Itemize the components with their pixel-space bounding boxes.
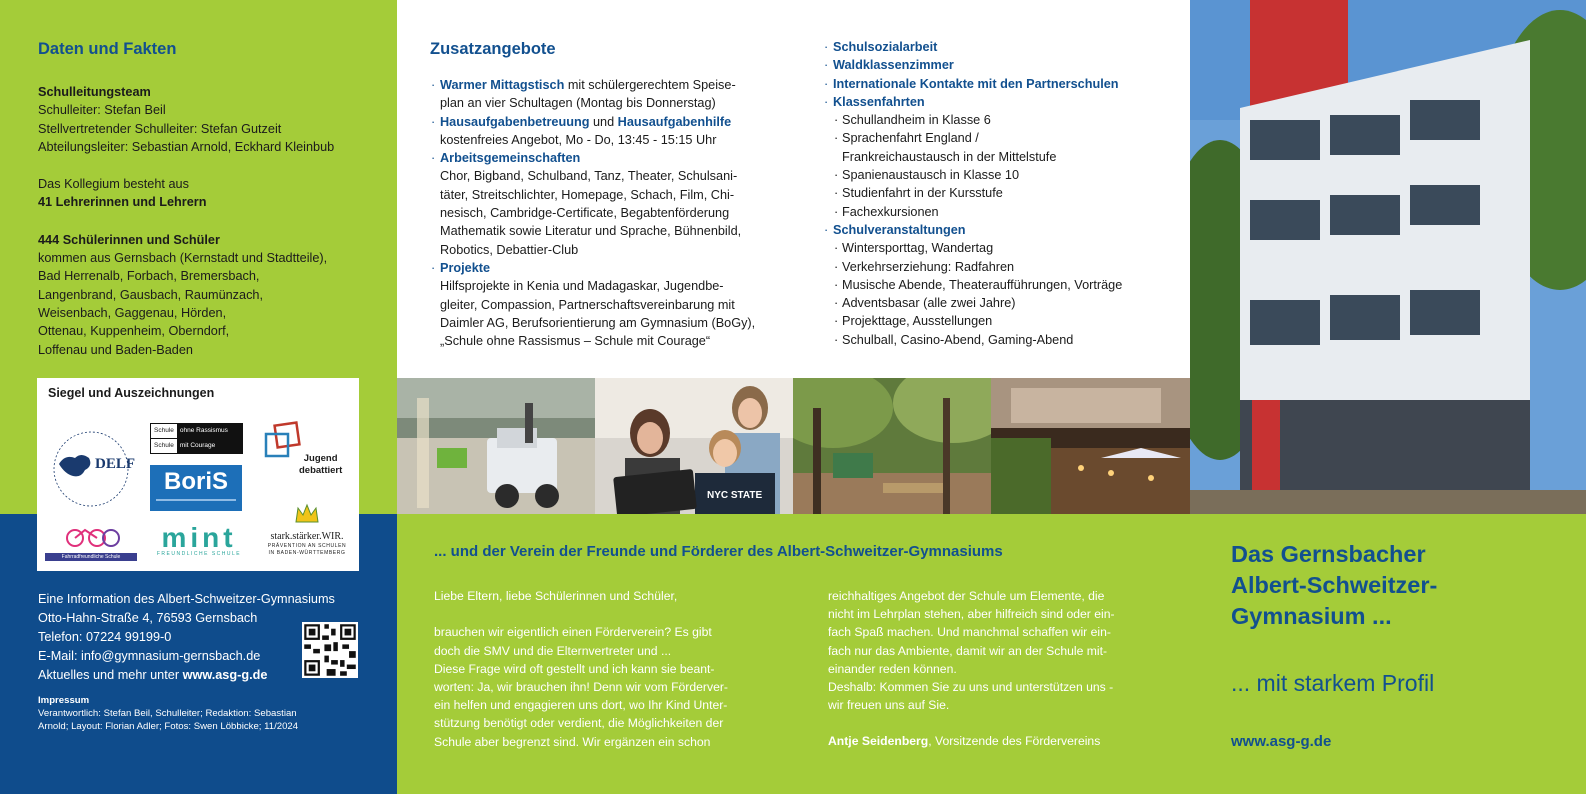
bullet: · [431, 260, 436, 275]
boris-logo [150, 465, 242, 511]
awards-box [37, 378, 359, 571]
school-festival-photo [991, 378, 1190, 514]
sub-text: Verkehrserziehung: Radfahren [842, 259, 1015, 274]
cover-title [1231, 539, 1437, 632]
stark-text: PRÄVENTION AN SCHULEN [267, 543, 347, 549]
offer-heading: Schulsozialarbeit [833, 40, 938, 54]
contact-web-link[interactable]: www.asg-g.de [182, 668, 268, 682]
verein-title: ... und der Verein der Freunde und Förderer des Albert-Schweitzer-Gymnasiums [434, 543, 1003, 560]
mint-text: mint [161, 522, 237, 553]
offer-text: plan an vier Schultagen (Montag bis Donnerstag) [440, 96, 716, 111]
bullet: · [834, 131, 839, 146]
delf-dalf-logo [45, 428, 137, 510]
school-building-photo [1190, 0, 1586, 514]
offer-heading: Klassenfahrten [833, 94, 925, 109]
bullet: · [824, 76, 829, 91]
verein-text: Diese Frage wird oft gestellt und ich kann sie beant- [434, 661, 715, 676]
mint-sub: FREUNDLICHE SCHULE [156, 551, 242, 557]
cover-title-line: Das Gernsbacher [1231, 541, 1426, 567]
boris-text: BoriS [163, 468, 228, 495]
sub-item [833, 129, 1174, 166]
contact-web-prefix: Aktuelles und mehr unter [38, 668, 183, 682]
bike-icon [45, 526, 137, 548]
sub-item [833, 239, 1174, 257]
bullet: · [431, 78, 436, 92]
offer-item [824, 56, 1174, 74]
contact-section [38, 590, 335, 685]
sub-item [833, 276, 1174, 294]
bike-logo [45, 526, 137, 558]
offer-item [824, 38, 1174, 56]
stark-text: IN BADEN-WÜRTTEMBERG [268, 550, 346, 556]
signer-name: Antje Seidenberg [828, 734, 929, 749]
verein-column-1 [434, 587, 756, 751]
impressum-title: Impressum [38, 695, 90, 706]
verein-text: fach Spaß machen. Und manchmal schaffen wir ein- [828, 625, 1111, 640]
bullet: · [824, 222, 829, 237]
verein-text: ein helfen und engagieren uns dort, wo Ihr Kind Unter- [434, 698, 728, 713]
cover-title-line: Albert-Schweitzer- [1231, 572, 1438, 598]
leadership-line: Stellvertretender Schulleiter: Stefan Gutzeit [38, 121, 282, 136]
offer-heading: Warmer Mittagstisch [440, 78, 565, 92]
leadership-heading: Schulleitungsteam [38, 85, 151, 99]
offer-text: „Schule ohne Rassismus – Schule mit Courage“ [440, 334, 711, 349]
verein-text: Deshalb: Kommen Sie zu uns und unterstützen uns - [828, 680, 1114, 695]
sub-text: Studienfahrt in der Kursstufe [842, 186, 1003, 201]
cover-subtitle: ... mit starkem Profil [1231, 670, 1435, 696]
stark-logo [255, 502, 359, 557]
offer-text: gleiter, Compassion, Partnerschaftsvereinbarung mit [440, 297, 735, 312]
offer-text: mit schülergerechtem Speise- [564, 78, 736, 92]
sub-item [833, 166, 1174, 184]
offers-column-2 [824, 38, 1174, 349]
robotics-photo [397, 378, 595, 514]
leadership-line: Abteilungsleiter: Sebastian Arnold, Eckhard Kleinbub [38, 139, 335, 154]
sub-text: Spanienaustausch in Klasse 10 [842, 168, 1020, 183]
contact-line: Eine Information des Albert-Schweitzer-Gymnasiums [38, 592, 335, 606]
sub-text: Schullandheim in Klasse 6 [842, 113, 991, 128]
sub-text: Adventsbasar (alle zwei Jahre) [842, 296, 1016, 311]
verein-text: stützung benötigt oder verdient, die Möglichkeiten der [434, 716, 724, 731]
offer-item [824, 75, 1174, 93]
sub-item [833, 184, 1174, 202]
sub-text: Musische Abende, Theateraufführungen, Vorträge [842, 277, 1123, 292]
bullet: · [824, 94, 829, 109]
qr-code [302, 622, 358, 678]
qr-code-icon [302, 622, 358, 678]
jugend-line: debattiert [299, 465, 343, 476]
offer-text: Chor, Bigband, Schulband, Tanz, Theater, Schulsani- [440, 169, 738, 184]
students-line: Bad Herrenalb, Forbach, Bremersbach, [38, 269, 260, 284]
bullet: · [834, 259, 839, 274]
bullet: · [834, 277, 839, 292]
cover-title-line: Gymnasium ... [1231, 603, 1392, 629]
verein-text: fach nur das Ambiente, damit wir an der Schule mit- [828, 643, 1108, 658]
contact-email[interactable]: E-Mail: info@gymnasium-gernsbach.de [38, 649, 261, 663]
bullet: · [824, 58, 829, 73]
offer-heading: Hausaufgabenbetreuung [440, 114, 590, 129]
sub-text: Schulball, Casino-Abend, Gaming-Abend [842, 332, 1074, 347]
sor-text: Schule [151, 439, 177, 453]
awards-title: Siegel und Auszeichnungen [48, 386, 215, 400]
offer-item [431, 113, 771, 150]
bullet: · [834, 168, 839, 183]
students-line: Ottenau, Kuppenheim, Oberndorf, [38, 324, 230, 339]
verein-text [434, 605, 756, 623]
bullet: · [834, 241, 839, 256]
sub-item [833, 294, 1174, 312]
sub-text: Frankreichaustausch in der Mittelstufe [842, 149, 1057, 164]
offer-heading: Arbeitsgemeinschaften [440, 151, 581, 166]
staff-block [38, 175, 388, 212]
offer-text: Robotics, Debattier-Club [440, 242, 579, 257]
delf-text: DELF [95, 456, 136, 472]
sub-item [833, 331, 1174, 349]
offer-item [431, 259, 771, 350]
bullet: · [834, 332, 839, 347]
offer-heading: Schulveranstaltungen [833, 222, 966, 237]
offers-column-1 [431, 76, 771, 350]
sub-text: Fachexkursionen [842, 204, 939, 219]
bullet: · [834, 204, 839, 219]
sub-item [833, 312, 1174, 330]
leadership-block [38, 83, 388, 156]
verein-column-2 [828, 587, 1150, 751]
contact-line: Otto-Hahn-Straße 4, 76593 Gernsbach [38, 611, 258, 625]
impressum-section [38, 694, 358, 733]
offer-heading: Waldklassenzimmer [833, 58, 954, 73]
verein-text: nicht im Lehrplan stehen, aber hilfreich sind oder ein- [828, 607, 1115, 622]
offer-heading: Projekte [440, 260, 491, 275]
impressum-text: Arnold; Layout: Florian Adler; Fotos: Swen Löbbicke; 11/2024 [38, 721, 299, 732]
verein-text: reichhaltiges Angebot der Schule um Elemente, die [828, 589, 1105, 603]
verein-text: Liebe Eltern, liebe Schülerinnen und Schüler, [434, 589, 678, 603]
offer-item [431, 149, 771, 259]
students-line: kommen aus Gernsbach (Kernstadt und Stadtteile), [38, 251, 328, 266]
students-block [38, 231, 388, 359]
sor-text: ohne Rassismus [177, 424, 242, 438]
verein-text: worten: Ja, wir brauchen ihn! Denn wir vom Förderver- [434, 680, 728, 695]
offer-text: Mathematik sowie Literatur und Sprache, Bühnenbild, [440, 224, 742, 239]
verein-signature [828, 732, 1150, 750]
offer-text: täter, Streitschlichter, Homepage, Schach, Film, Chi- [440, 187, 735, 202]
students-line: Langenbrand, Gausbach, Raumünzach, [38, 287, 264, 302]
offer-text: und [589, 114, 618, 129]
offer-item [431, 76, 771, 113]
students-line: Loffenau und Baden-Baden [38, 342, 193, 357]
offer-heading: Hausaufgabenhilfe [617, 114, 732, 129]
sor-text: Schule [151, 424, 177, 438]
verein-text: wir freuen uns auf Sie. [828, 698, 950, 713]
sub-text: Wintersporttag, Wandertag [842, 241, 994, 256]
stark-crown-icon [292, 502, 322, 526]
mint-logo [149, 522, 249, 557]
cover-url[interactable]: www.asg-g.de [1231, 733, 1332, 750]
sor-text: mit Courage [177, 439, 242, 453]
verein-text: Schule aber begrenzt sind. Wir ergänzen ein schon [434, 734, 711, 749]
bullet: · [834, 296, 839, 311]
students-tablet-photo [595, 378, 793, 514]
contact-web [38, 666, 335, 685]
contact-line: Telefon: 07224 99199-0 [38, 630, 172, 644]
bullet: · [834, 314, 839, 329]
sub-item [833, 111, 1174, 129]
bullet: · [834, 186, 839, 201]
leadership-line: Schulleiter: Stefan Beil [38, 103, 166, 118]
jugend-text [299, 453, 342, 477]
offer-text: kostenfreies Angebot, Mo - Do, 13:45 - 15:15 Uhr [440, 132, 717, 147]
offer-text: nesisch, Cambridge-Certificate, Begabtenförderung [440, 206, 730, 221]
impressum-text: Verantwortlich: Stefan Beil, Schulleiter; Redaktion: Sebastian [38, 708, 297, 719]
sub-text: Sprachenfahrt England / [842, 131, 979, 146]
facts-title: Daten und Fakten [38, 40, 177, 58]
verein-text: doch die SMV und die Elternvertreter und ... [434, 643, 672, 658]
bullet: · [834, 113, 839, 128]
forest-classroom-photo [793, 378, 991, 514]
staff-intro: Das Kollegium besteht aus [38, 177, 189, 192]
shirt-text: NYC STATE [707, 490, 763, 501]
offer-text: Daimler AG, Berufsorientierung am Gymnasium (BoGy), [440, 315, 756, 330]
jugend-line: Jugend [303, 453, 338, 464]
verein-text: brauchen wir eigentlich einen Förderverein? Es gibt [434, 625, 712, 640]
facts-section [38, 40, 388, 359]
sub-text: Projekttage, Ausstellungen [842, 314, 993, 329]
offer-text: Hilfsprojekte in Kenia und Madagaskar, Jugendbe- [440, 279, 724, 294]
verein-text: einander reden können. [828, 661, 957, 676]
bullet: · [431, 114, 436, 129]
zusatz-title: Zusatzangebote [430, 40, 556, 58]
sub-item [833, 203, 1174, 221]
offer-item [824, 221, 1174, 349]
students-heading: 444 Schülerinnen und Schüler [38, 232, 220, 247]
bike-label: Fahrradfreundliche Schule [45, 553, 137, 561]
signer-role: , Vorsitzende des Fördervereins [928, 734, 1101, 749]
students-line: Weisenbach, Gaggenau, Hörden, [38, 305, 227, 320]
bullet: · [431, 151, 436, 166]
offer-heading: Internationale Kontakte mit den Partnerschulen [833, 76, 1119, 91]
stark-text: stark.stärker.WIR. [270, 531, 344, 542]
bullet: · [824, 40, 829, 54]
offer-item [824, 93, 1174, 221]
staff-count: 41 Lehrerinnen und Lehrern [38, 195, 207, 210]
sub-item [833, 258, 1174, 276]
sor-logo [150, 423, 243, 455]
